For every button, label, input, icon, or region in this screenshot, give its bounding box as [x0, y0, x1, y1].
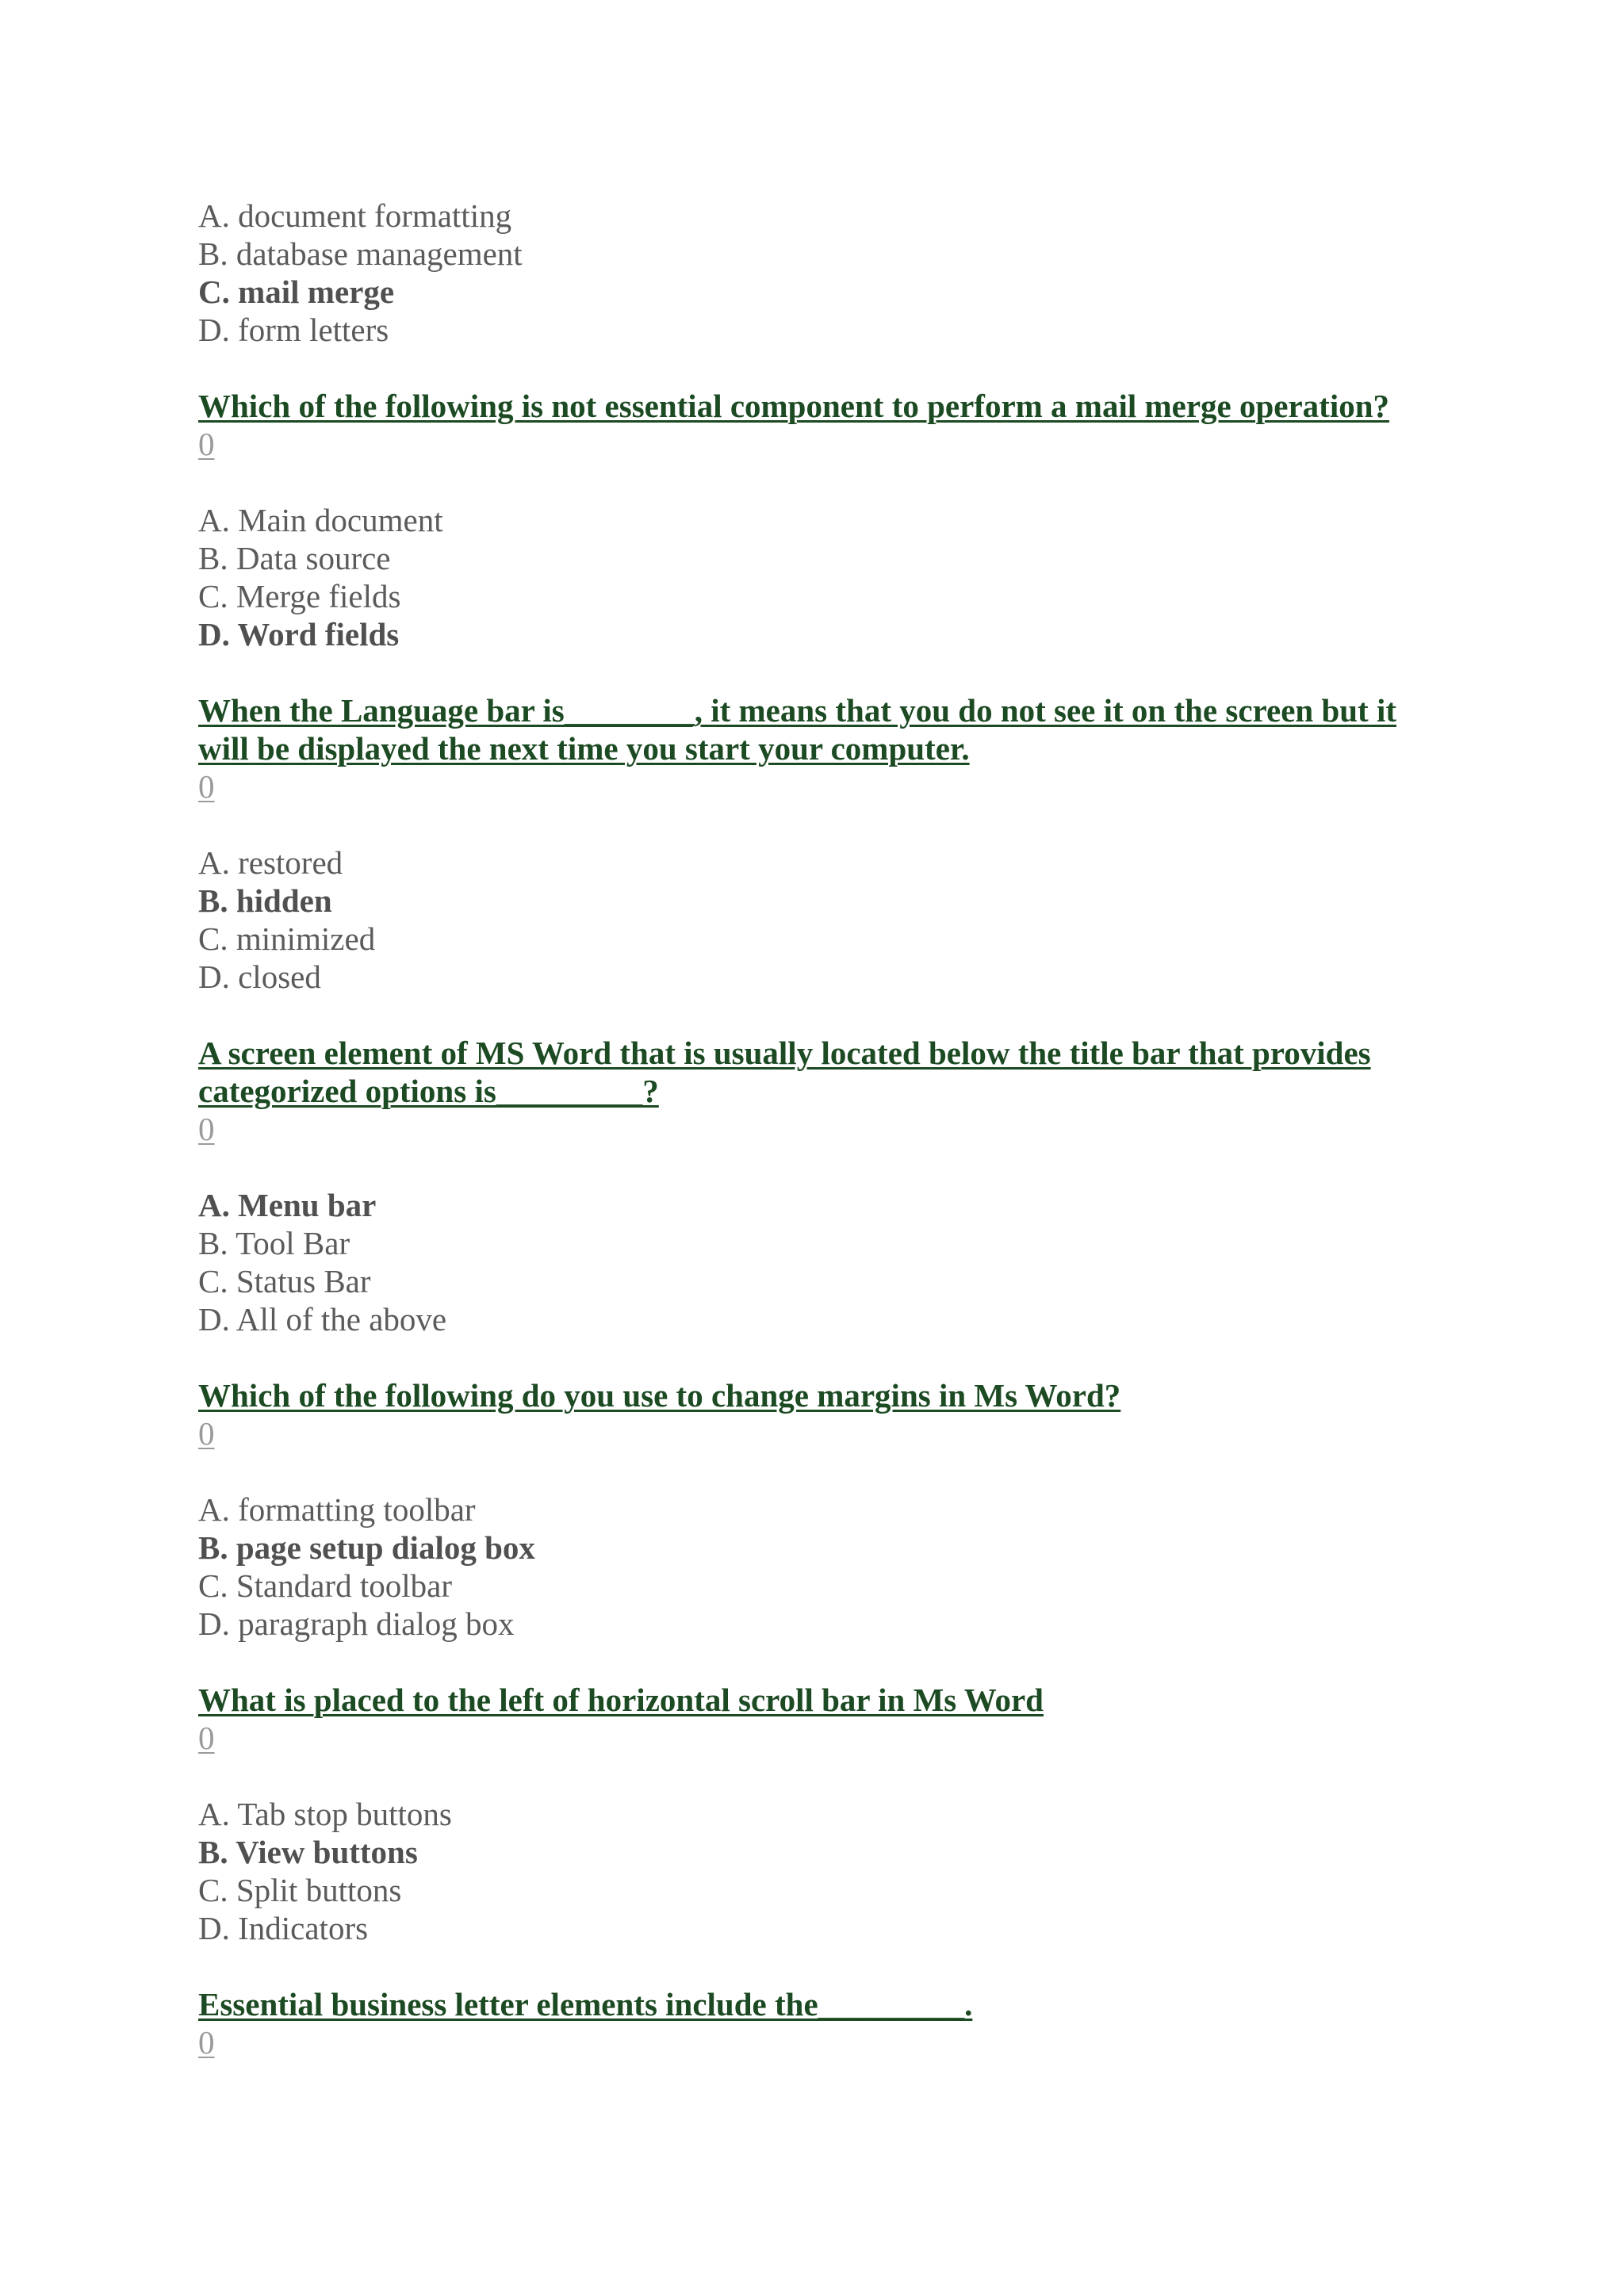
question-text: Essential business letter elements include the_________.: [198, 1986, 973, 2022]
question-text: Which of the following do you use to change margins in Ms Word?: [198, 1377, 1121, 1414]
option-b-correct: B. page setup dialog box: [198, 1529, 535, 1566]
option-c: C. Standard toolbar: [198, 1567, 452, 1604]
option-d: D. Indicators: [198, 1910, 369, 1946]
question-text: will be displayed the next time you start your computer.: [198, 730, 970, 767]
question-text: What is placed to the left of horizontal scroll bar in Ms Word: [198, 1682, 1044, 1718]
option-d: D. All of the above: [198, 1301, 447, 1337]
option-a: A. Main document: [198, 502, 443, 538]
option-b: B. Tool Bar: [198, 1225, 350, 1261]
question-text: When the Language bar is________, it means that you do not see it on the screen but it: [198, 692, 1396, 729]
option-a: A. Tab stop buttons: [198, 1796, 452, 1832]
option-c-correct: C. mail merge: [198, 274, 395, 310]
option-list: [198, 844, 1435, 996]
option-a: A. formatting toolbar: [198, 1491, 476, 1528]
option-d: D. paragraph dialog box: [198, 1605, 515, 1642]
option-list: [198, 1186, 1435, 1338]
option-c: C. Merge fields: [198, 578, 401, 614]
question-link[interactable]: [198, 387, 1435, 425]
question-text: Which of the following is not essential component to perform a mail merge operation?: [198, 388, 1390, 424]
answer-count-link[interactable]: 0: [198, 768, 215, 805]
option-d-correct: D. Word fields: [198, 616, 400, 652]
option-list: [198, 1795, 1435, 1947]
option-a-correct: A. Menu bar: [198, 1187, 377, 1223]
document-page: [198, 197, 1435, 2099]
question-text: categorized options is_________?: [198, 1073, 659, 1109]
option-a: A. document formatting: [198, 197, 512, 234]
question-link[interactable]: [198, 1681, 1435, 1719]
answer-count-link[interactable]: 0: [198, 1415, 215, 1452]
option-a: A. restored: [198, 844, 343, 881]
option-b: B. Data source: [198, 540, 391, 576]
question-link[interactable]: [198, 1985, 1435, 2023]
option-c: C. minimized: [198, 920, 376, 957]
question-link[interactable]: [198, 691, 1435, 767]
option-d: D. form letters: [198, 312, 389, 348]
question-link[interactable]: [198, 1034, 1435, 1110]
option-b: B. database management: [198, 235, 523, 272]
option-c: C. Status Bar: [198, 1263, 371, 1299]
answer-count-link[interactable]: 0: [198, 1111, 215, 1147]
question-text: A screen element of MS Word that is usually located below the title bar that provides: [198, 1035, 1371, 1071]
answer-count-link[interactable]: 0: [198, 1720, 215, 1756]
option-list: [198, 197, 1435, 349]
answer-count-link[interactable]: 0: [198, 426, 215, 462]
option-list: [198, 501, 1435, 653]
option-d: D. closed: [198, 959, 321, 995]
option-c: C. Split buttons: [198, 1872, 402, 1908]
option-list: [198, 1490, 1435, 1643]
question-link[interactable]: [198, 1376, 1435, 1414]
option-b-correct: B. View buttons: [198, 1834, 418, 1870]
answer-count-link[interactable]: 0: [198, 2024, 215, 2061]
option-b-correct: B. hidden: [198, 882, 332, 919]
